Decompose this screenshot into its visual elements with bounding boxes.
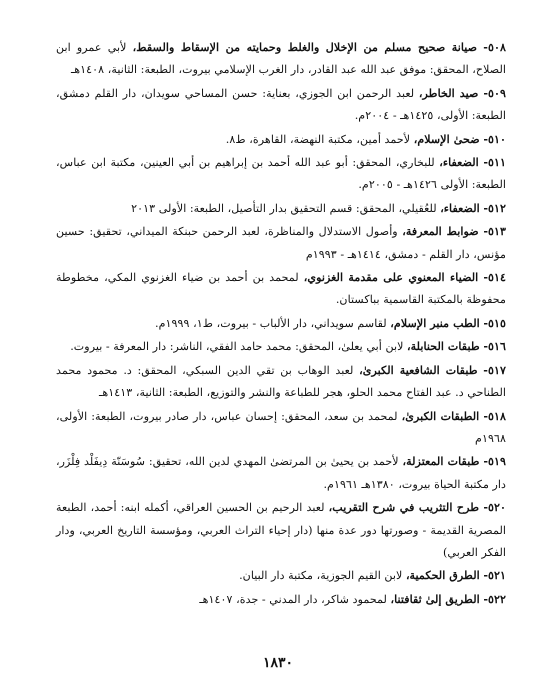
entry-title: صيانة صحيح مسلم من الإخلال والغلط وحمايته من الإسقاط والسقط،: [132, 40, 478, 54]
entry-details: للبخاري، المحقق: أبو عبد الله أحمد بن إبراهيم بن أبي العينين، مكتبة ابن عباس، الطبعة: الأولى ١٤٢٦هـ - ٢٠٠٥م.: [56, 156, 506, 192]
entry-title: الطرق الحكمية،: [405, 568, 480, 583]
entry-number: ٥١٨-: [483, 408, 506, 423]
bibliography-entry: [56, 312, 506, 335]
entry-number: ٥١١-: [483, 155, 507, 170]
entry-title: ضوابط المعرفة،: [402, 224, 479, 239]
entry-details: لمحمد بن أحمد بن ضياء الغزنوي المكي، مخطوطة محفوظة بالمكتبة القاسمية بباكستان.: [56, 271, 506, 307]
entry-details: لابن القيم الجوزية، مكتبة دار البيان.: [239, 569, 406, 583]
entry-number: ٥٢٠-: [483, 500, 506, 515]
entry-title: الضعفاء،: [439, 155, 479, 170]
entry-title: الطريق إلىٰ ثقافتنا،: [390, 591, 480, 606]
entry-details: لأحمد أمين، مكتبة النهضة، القاهرة، ط٨.: [225, 132, 414, 146]
entry-details: وأصول الاستدلال والمناظرة، لعبد الرحمن حبنكة الميداني، تحقيق: حسين مؤنس، دار القلم - دمشق، ١٤١٤هـ - ١٩٩٣م: [56, 225, 506, 261]
entry-number: ٥١٤-: [483, 270, 507, 285]
entry-number: ٥١٩-: [483, 454, 506, 469]
bibliography-entry: [56, 564, 506, 587]
entry-details: لعبد الرحيم بن الحسين العراقي، أكمله ابنه: أحمد، الطبعة المصرية القديمة - وصورتها دور عدة منها (دار إحياء التراث العربي، ومؤسسة التاريخ العربي، ودار الفكر العربي): [56, 501, 506, 559]
entry-details: لعبد الوهاب بن تقي الدين السبكي، المحقق: د. محمود محمد الطناحي د. عبد الفتاح محمد الحلو، هجر للطباعة والنشر والتوزيع، الطبعة: الثانية، ١٤١٣هـ: [56, 363, 506, 400]
entry-details: لابن أبي يعلىٰ، المحقق: محمد حامد الفقي، الناشر: دار المعرفة - بيروت.: [70, 340, 408, 354]
entry-number: ٥٠٨-: [483, 40, 506, 54]
bibliography-entry: [56, 450, 506, 496]
page-number: ١٨٣٠: [262, 655, 294, 671]
entry-number: ٥٢٢-: [483, 591, 506, 606]
entry-title: ضحىٰ الإسلام،: [413, 131, 480, 146]
bibliography-list: [56, 36, 506, 611]
bibliography-entry: [56, 335, 506, 358]
entry-details: لأحمد بن يحيىٰ بن المرتضىٰ المهدي لدين الله، تحقيق: سُوسَنّة دِيفَلْد فِلْزَر، دار مكتبة الحياة بيروت، ١٣٨٠هـ ١٩٦١م.: [56, 455, 506, 491]
bibliography-entry: [56, 82, 506, 128]
entry-number: ٥١٢-: [483, 200, 506, 215]
entry-details: للعُقيلي، المحقق: قسم التحقيق بدار التأصيل، الطبعة: الأولى ٢٠١٣: [131, 201, 441, 215]
bibliography-entry: [56, 588, 506, 611]
bibliography-entry: [56, 128, 506, 151]
bibliography-entry: [56, 197, 506, 220]
bibliography-entry: [56, 36, 506, 82]
entry-title: الضياء المعنوي على مقدمة الغزنوي،: [303, 270, 479, 285]
entry-details: لمحمود شاكر، دار المدني - جدة، ١٤٠٧هـ: [199, 592, 391, 606]
entry-number: ٥١٠-: [483, 131, 506, 146]
entry-number: ٥١٥-: [483, 315, 506, 330]
entry-title: طبقات المعتزلة،: [402, 454, 480, 469]
entry-title: الضعفاء،: [440, 200, 480, 215]
entry-number: ٥١٣-: [483, 224, 506, 239]
bibliography-entry: [56, 151, 506, 197]
entry-title: طرح التثريب في شرح التقريب،: [328, 500, 480, 515]
entry-number: ٥٢١-: [483, 568, 506, 583]
entry-title: صيد الخاطر،: [418, 85, 479, 100]
bibliography-entry: [56, 220, 506, 266]
entry-title: طبقات الشافعية الكبرىٰ،: [359, 362, 478, 377]
bibliography-entry: [56, 496, 506, 564]
entry-number: ٥١٧-: [483, 362, 506, 377]
bibliography-entry: [56, 359, 506, 405]
bibliography-entry: [56, 266, 506, 312]
bibliography-entry: [56, 405, 506, 451]
entry-title: الطب منبر الإسلام،: [390, 315, 480, 330]
entry-number: ٥٠٩-: [483, 85, 506, 100]
entry-title: طبقات الحنابلة،: [407, 339, 480, 354]
entry-details: لعبد الرحمن ابن الجوزي، بعناية: حسن المساحي سويدان، دار القلم دمشق، الطبعة: الأولى، ١٤٢٥هـ - ٢٠٠٤م.: [56, 86, 506, 123]
entry-details: لقاسم سويداني، دار الألباب - بيروت، ط١، ١٩٩٩م.: [155, 316, 391, 330]
entry-title: الطبقات الكبرىٰ،: [401, 408, 480, 423]
entry-details: لأبي عمرو ابن الصلاح، المحقق: موفق عبد الله عبد القادر، دار الغرب الإسلامي بيروت، الطبعة: الثانية، ١٤٠٨هـ: [56, 41, 506, 77]
entry-details: لمحمد بن سعد، المحقق: إحسان عباس، دار صادر بيروت، الطبعة: الأولى، ١٩٦٨م: [56, 409, 506, 445]
entry-number: ٥١٦-: [483, 339, 506, 354]
